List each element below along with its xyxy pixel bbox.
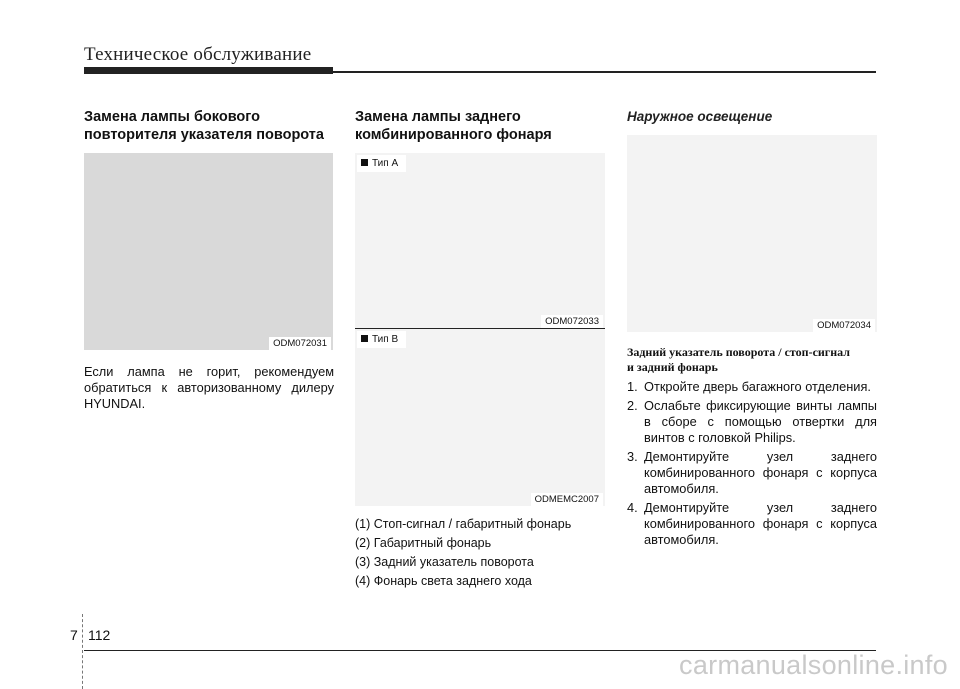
step-text: Ослабьте фиксирующие винты лампы в сборе с помощью отвертки для винтов с головкой Philips. — [644, 398, 877, 445]
step-number: 3. — [627, 449, 638, 464]
column-rear-combination-lamp — [355, 108, 605, 592]
figure-code: ODM072033 — [541, 315, 603, 328]
legend-item: (1) Стоп-сигнал / габаритный фонарь — [355, 517, 572, 531]
page-number: 112 — [88, 627, 111, 643]
exterior-lighting-heading: Наружное освещение — [627, 109, 773, 124]
procedure-step — [627, 398, 877, 446]
figure-caption-line2: и задний фонарь — [627, 360, 718, 374]
procedure-step — [627, 379, 877, 395]
watermark: carmanualsonline.info — [679, 650, 948, 680]
step-text: Откройте дверь багажного отделения. — [644, 379, 871, 394]
legend-item: (4) Фонарь света заднего хода — [355, 574, 532, 588]
legend-item: (2) Габаритный фонарь — [355, 536, 492, 550]
figure-code: ODM072034 — [813, 319, 875, 332]
rear-lamp-heading — [355, 108, 605, 144]
step-number: 2. — [627, 398, 638, 413]
bullet-square-icon — [361, 335, 368, 342]
side-repeater-heading-line1: Замена лампы бокового — [84, 109, 260, 125]
column-exterior-lighting — [627, 108, 877, 551]
procedure-step — [627, 449, 877, 497]
side-repeater-heading-line2: повторителя указателя поворота — [84, 127, 324, 143]
side-repeater-body: Если лампа не горит, рекомендуем обратиться к авторизованному дилеру HYUNDAI. — [84, 364, 334, 411]
rear-lamp-legend — [355, 516, 605, 589]
chapter-number: 7 — [70, 627, 78, 643]
rear-lamp-heading-line2: комбинированного фонаря — [355, 127, 552, 143]
figure-tag-type-b — [357, 331, 406, 348]
section-title: Техническое обслуживание — [84, 44, 312, 65]
side-repeater-heading — [84, 108, 334, 144]
header-rule-thick — [84, 67, 333, 74]
figure-tag-type-a — [357, 155, 406, 172]
figure-code: ODMEMC2007 — [531, 493, 603, 506]
procedure-step — [627, 500, 877, 548]
side-repeater-figure — [84, 153, 333, 350]
rear-lamp-figure-type-a — [355, 153, 605, 328]
figure-tag-label: Тип B — [372, 334, 399, 345]
rear-lamp-figure-type-b — [355, 329, 605, 506]
figure-caption-line1: Задний указатель поворота / стоп-сигнал — [627, 345, 851, 359]
figure-caption — [627, 345, 877, 375]
column-side-repeater — [84, 108, 334, 412]
rear-lamp-heading-line1: Замена лампы заднего — [355, 109, 521, 125]
procedure-steps — [627, 379, 877, 548]
step-text: Демонтируйте узел заднего комбинированного фонаря с корпуса автомобиля. — [644, 449, 877, 496]
header-rule-thin — [333, 71, 876, 73]
figure-code: ODM072031 — [269, 337, 331, 350]
figure-tag-label: Тип A — [372, 158, 399, 169]
footer-dashed-margin — [82, 614, 83, 689]
step-text: Демонтируйте узел заднего комбинированного фонаря с корпуса автомобиля. — [644, 500, 877, 547]
bullet-square-icon — [361, 159, 368, 166]
step-number: 1. — [627, 379, 638, 394]
step-number: 4. — [627, 500, 638, 515]
rear-turn-signal-figure — [627, 135, 877, 332]
legend-item: (3) Задний указатель поворота — [355, 555, 534, 569]
